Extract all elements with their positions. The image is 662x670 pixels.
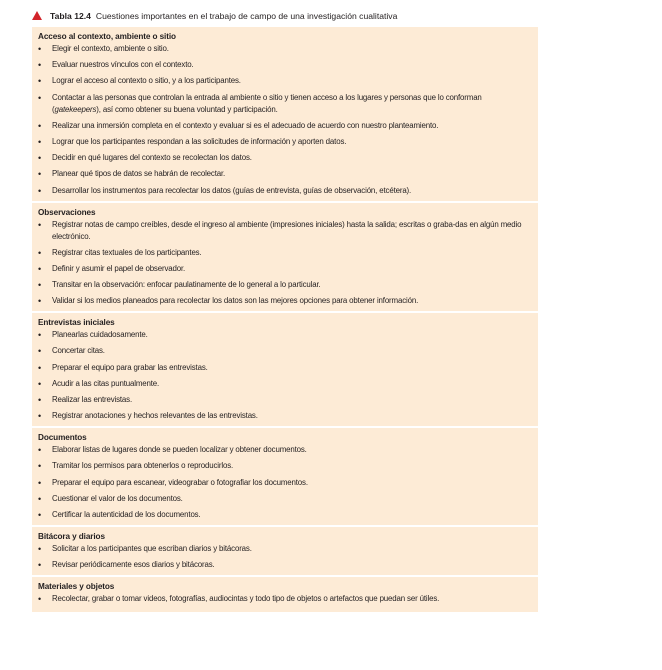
list-item: • Desarrollar los instrumentos para recolectar los datos (guías de entrevista, guías de observación, etcétera). — [38, 185, 532, 197]
list-item: • Certificar la autenticidad de los documentos. — [38, 509, 532, 521]
list-item: • Planear qué tipos de datos se habrán de recolectar. — [38, 168, 532, 180]
list-item: • Registrar citas textuales de los participantes. — [38, 247, 532, 259]
list-item: • Concertar citas. — [38, 345, 532, 357]
list-item: • Acudir a las citas puntualmente. — [38, 378, 532, 390]
bullet-list — [38, 444, 532, 521]
list-item: • Registrar anotaciones y hechos relevantes de las entrevistas. — [38, 410, 532, 422]
table-title: Cuestiones importantes en el trabajo de campo de una investigación cualitativa — [95, 11, 398, 21]
section-entrevistas-iniciales — [32, 313, 538, 428]
section-heading: Observaciones — [38, 207, 96, 217]
table-caption — [32, 10, 397, 22]
list-item: • Evaluar nuestros vínculos con el contexto. — [38, 59, 532, 71]
section-heading: Bitácora y diarios — [38, 531, 105, 541]
section-heading: Entrevistas iniciales — [38, 318, 115, 328]
section-acceso-al-contexto-ambiente-o-sitio — [32, 27, 538, 203]
bullet-list — [38, 43, 532, 197]
bullet-list — [38, 593, 532, 605]
list-item: • Realizar una inmersión completa en el contexto y evaluar si es el adecuado de acuerdo con nuestro planteamiento. — [38, 120, 532, 132]
list-item: • Planearlas cuidadosamente. — [38, 329, 532, 341]
section-materiales-y-objetos — [32, 577, 538, 612]
section-heading: Materiales y objetos — [38, 582, 115, 592]
table-number: Tabla 12.4 — [50, 11, 91, 21]
list-item: • Definir y asumir el papel de observador. — [38, 263, 532, 275]
fieldwork-table — [32, 27, 538, 612]
list-item: • Revisar periódicamente esos diarios y bitácoras. — [38, 559, 532, 571]
list-item: • Validar si los medios planeados para recolectar los datos son las mejores opciones para obtener información. — [38, 295, 532, 307]
list-item: • Elaborar listas de lugares donde se pueden localizar y obtener documentos. — [38, 444, 532, 456]
list-item: • Cuestionar el valor de los documentos. — [38, 493, 532, 505]
section-bitacora-y-diarios — [32, 527, 538, 577]
section-heading: Acceso al contexto, ambiente o sitio — [38, 32, 176, 41]
list-item: • Registrar notas de campo creíbles, desde el ingreso al ambiente (impresiones iniciales) hasta la salida; escritas o graba-das en algún medio electrónico. — [38, 219, 532, 243]
list-item: • Tramitar los permisos para obtenerlos o reproducirlos. — [38, 460, 532, 472]
list-item: • Solicitar a los participantes que escriban diarios y bitácoras. — [38, 543, 532, 555]
list-item: • Realizar las entrevistas. — [38, 394, 532, 406]
list-item: • Decidir en qué lugares del contexto se recolectan los datos. — [38, 152, 532, 164]
list-item: • Contactar a las personas que controlan la entrada al ambiente o sitio y tienen acceso a los lugares y personas que lo conforman (gatekeepers), así como obtener su buena voluntad y participación. — [38, 92, 532, 116]
list-item: • Recolectar, grabar o tomar videos, fotografías, audiocintas y todo tipo de objetos o artefactos que puedan ser útiles. — [38, 593, 532, 605]
bullet-list — [38, 219, 532, 308]
bullet-list — [38, 329, 532, 422]
list-item: • Preparar el equipo para escanear, videograbar o fotografiar los documentos. — [38, 477, 532, 489]
list-item: • Lograr el acceso al contexto o sitio, y a los participantes. — [38, 75, 532, 87]
italic-term: gatekeepers — [54, 104, 97, 114]
section-observaciones — [32, 203, 538, 314]
list-item: • Lograr que los participantes respondan a las solicitudes de información y aporten datos. — [38, 136, 532, 148]
list-item: • Elegir el contexto, ambiente o sitio. — [38, 43, 532, 55]
section-heading: Documentos — [38, 433, 87, 443]
section-documentos — [32, 428, 538, 527]
bullet-list — [38, 543, 532, 571]
triangle-marker-icon — [32, 11, 42, 20]
list-item: • Transitar en la observación: enfocar paulatinamente de lo general a lo particular. — [38, 279, 532, 291]
list-item: • Preparar el equipo para grabar las entrevistas. — [38, 362, 532, 374]
